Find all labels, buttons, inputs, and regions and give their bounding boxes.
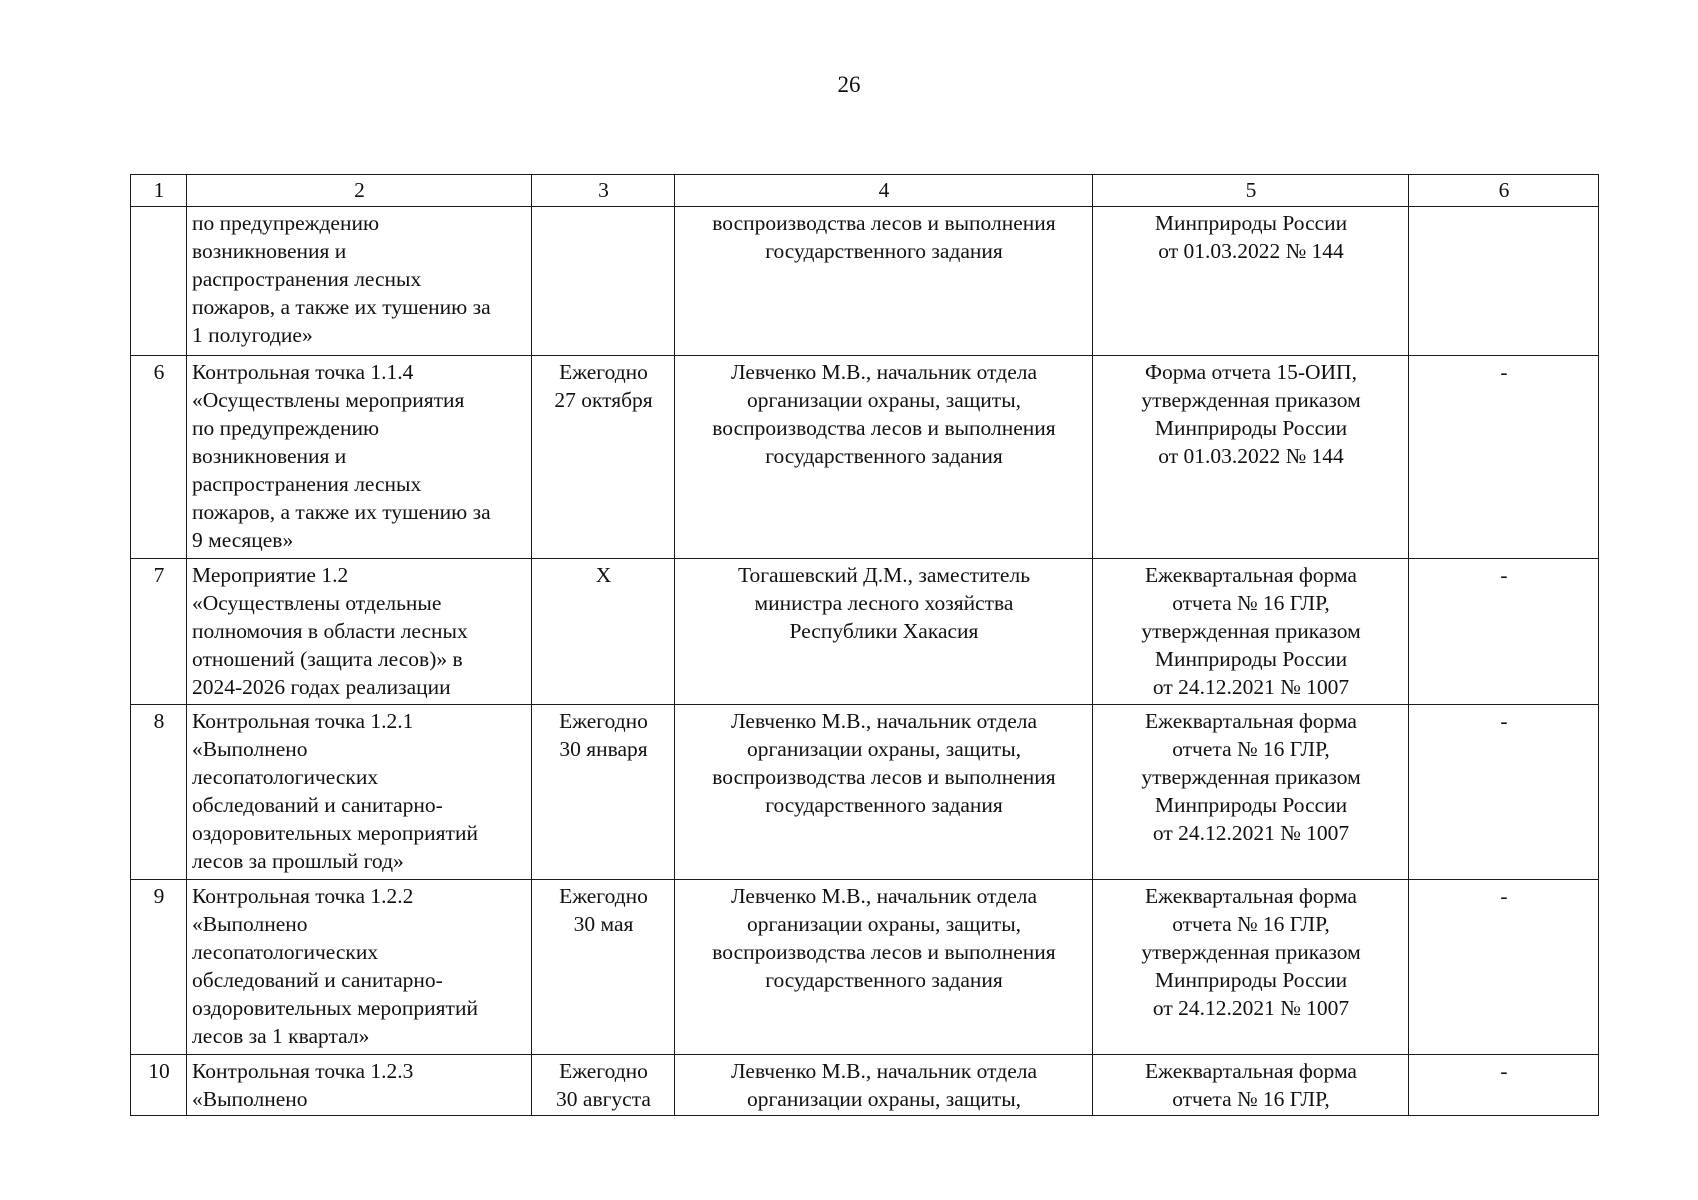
info-system-cell [1409,207,1599,356]
measure-name-cell [187,1055,532,1116]
responsible-person-line: государственного задания [765,968,1003,992]
measure-name-line: Контрольная точка 1.2.1 [192,709,414,733]
confirming-document-line: от 01.03.2022 № 144 [1158,239,1344,263]
deadline-line: Ежегодно [559,709,648,733]
responsible-person-line: Республики Хакасия [789,619,979,643]
measure-name-cell [187,356,532,559]
measure-name-line: «Осуществлены отдельные [192,591,442,615]
responsible-person-cell [675,207,1093,356]
measure-name-line: полномочия в области лесных [192,619,468,643]
info-system-cell: - [1409,1055,1599,1116]
deadline-line: Ежегодно [559,1059,648,1083]
table-row [131,559,1599,705]
table-row [131,1055,1599,1116]
confirming-document-line: Ежеквартальная форма [1145,884,1357,908]
measure-name-line: 1 полугодие» [192,323,313,347]
measure-name-line: Контрольная точка 1.2.3 [192,1059,414,1083]
measure-name-cell [187,559,532,705]
deadline-cell [532,1055,675,1116]
confirming-document-line: отчета № 16 ГЛР, [1172,591,1330,615]
info-system-cell: - [1409,356,1599,559]
responsible-person-line: государственного задания [765,793,1003,817]
confirming-document-line: утвержденная приказом [1141,619,1361,643]
row-number-cell: 6 [131,356,187,559]
deadline-cell [532,207,675,356]
measure-name-line: Контрольная точка 1.1.4 [192,360,414,384]
confirming-document-line: Форма отчета 15-ОИП, [1145,360,1357,384]
measure-name-line: лесов за прошлый год» [192,849,404,873]
confirming-document-line: от 01.03.2022 № 144 [1158,444,1344,468]
confirming-document-cell [1093,559,1409,705]
responsible-person-line: воспроизводства лесов и выполнения [712,765,1056,789]
deadline-line: Ежегодно [559,360,648,384]
responsible-person-cell [675,356,1093,559]
responsible-person-line: Левченко М.В., начальник отдела [730,709,1038,733]
confirming-document-line: утвержденная приказом [1141,940,1361,964]
deadline-cell [532,559,675,705]
measure-name-line: пожаров, а также их тушению за [192,500,491,524]
deadline-line: 30 августа [556,1087,651,1111]
measure-name-line: Мероприятие 1.2 [192,563,349,587]
measure-name-line: «Выполнено [192,737,308,761]
responsible-person-line: воспроизводства лесов и выполнения [712,211,1056,235]
measure-name-line: распространения лесных [192,267,422,291]
responsible-person-line: организации охраны, защиты, [746,737,1022,761]
confirming-document-line: отчета № 16 ГЛР, [1172,912,1330,936]
info-system-cell: - [1409,880,1599,1055]
measure-name-line: по предупреждению [192,211,380,235]
responsible-person-cell [675,880,1093,1055]
measure-name-line: 2024-2026 годах реализации [192,675,451,699]
table-row [131,880,1599,1055]
confirming-document-line: от 24.12.2021 № 1007 [1152,996,1350,1020]
document-table [130,174,1599,1116]
responsible-person-line: государственного задания [765,239,1003,263]
confirming-document-line: Ежеквартальная форма [1145,563,1357,587]
deadline-line: 30 мая [573,912,634,936]
measure-name-line: 9 месяцев» [192,528,294,552]
measure-name-line: лесопатологических [192,940,379,964]
info-system-cell: - [1409,559,1599,705]
responsible-person-line: воспроизводства лесов и выполнения [712,416,1056,440]
responsible-person-line: Левченко М.В., начальник отдела [730,360,1038,384]
confirming-document-line: отчета № 16 ГЛР, [1172,1087,1330,1111]
confirming-document-line: утвержденная приказом [1141,388,1361,412]
page-number: 26 [837,72,861,97]
measure-name-line: возникновения и [192,239,347,263]
measure-name-line: отношений (защита лесов)» в [192,647,463,671]
measure-name-line: обследований и санитарно- [192,793,443,817]
row-number-cell [131,207,187,356]
responsible-person-line: организации охраны, защиты, [746,388,1022,412]
measure-name-line: Контрольная точка 1.2.2 [192,884,414,908]
responsible-person-line: воспроизводства лесов и выполнения [712,940,1056,964]
table-row [131,207,1599,356]
confirming-document-cell [1093,1055,1409,1116]
confirming-document-line: утвержденная приказом [1141,765,1361,789]
confirming-document-cell [1093,705,1409,880]
row-number-cell: 8 [131,705,187,880]
row-number-cell: 10 [131,1055,187,1116]
responsible-person-line: министра лесного хозяйства [754,591,1014,615]
measure-name-line: лесов за 1 квартал» [192,1024,370,1048]
deadline-cell [532,705,675,880]
confirming-document-line: от 24.12.2021 № 1007 [1152,675,1350,699]
confirming-document-line: Минприроды России [1154,647,1348,671]
header-cell-3: 3 [532,175,675,207]
measure-name-line: «Осуществлены мероприятия [192,388,465,412]
deadline-line: Ежегодно [559,884,648,908]
measure-name-line: обследований и санитарно- [192,968,443,992]
table-row [131,705,1599,880]
deadline-line: 30 января [559,737,648,761]
confirming-document-line: от 24.12.2021 № 1007 [1152,821,1350,845]
measure-name-line: «Выполнено [192,1087,308,1111]
confirming-document-line: Минприроды России [1154,793,1348,817]
responsible-person-cell [675,559,1093,705]
confirming-document-line: Минприроды России [1154,416,1348,440]
responsible-person-cell [675,705,1093,880]
deadline-cell [532,880,675,1055]
table-row [131,356,1599,559]
responsible-person-line: организации охраны, защиты, [746,1087,1022,1111]
confirming-document-line: Минприроды России [1154,211,1348,235]
responsible-person-line: Левченко М.В., начальник отдела [730,1059,1038,1083]
measure-name-line: возникновения и [192,444,347,468]
header-cell-2: 2 [187,175,532,207]
confirming-document-line: Ежеквартальная форма [1145,709,1357,733]
measure-name-line: оздоровительных мероприятий [192,821,478,845]
responsible-person-line: Тогашевский Д.М., заместитель [737,563,1031,587]
header-cell-4: 4 [675,175,1093,207]
measure-name-cell [187,705,532,880]
responsible-person-line: организации охраны, защиты, [746,912,1022,936]
responsible-person-cell [675,1055,1093,1116]
measure-name-line: «Выполнено [192,912,308,936]
header-row [131,175,1599,207]
deadline-line: Х [595,563,612,587]
header-cell-1: 1 [131,175,187,207]
deadline-line: 27 октября [554,388,653,412]
header-cell-6: 6 [1409,175,1599,207]
confirming-document-cell [1093,207,1409,356]
header-cell-5: 5 [1093,175,1409,207]
confirming-document-line: Ежеквартальная форма [1145,1059,1357,1083]
confirming-document-cell [1093,356,1409,559]
measure-name-line: лесопатологических [192,765,379,789]
measure-name-cell [187,207,532,356]
confirming-document-line: отчета № 16 ГЛР, [1172,737,1330,761]
measure-name-line: по предупреждению [192,416,380,440]
measure-name-line: оздоровительных мероприятий [192,996,478,1020]
responsible-person-line: Левченко М.В., начальник отдела [730,884,1038,908]
row-number-cell: 7 [131,559,187,705]
confirming-document-line: Минприроды России [1154,968,1348,992]
responsible-person-line: государственного задания [765,444,1003,468]
measure-name-cell [187,880,532,1055]
info-system-cell: - [1409,705,1599,880]
measure-name-line: пожаров, а также их тушению за [192,295,491,319]
measure-name-line: распространения лесных [192,472,422,496]
row-number-cell: 9 [131,880,187,1055]
deadline-cell [532,356,675,559]
confirming-document-cell [1093,880,1409,1055]
